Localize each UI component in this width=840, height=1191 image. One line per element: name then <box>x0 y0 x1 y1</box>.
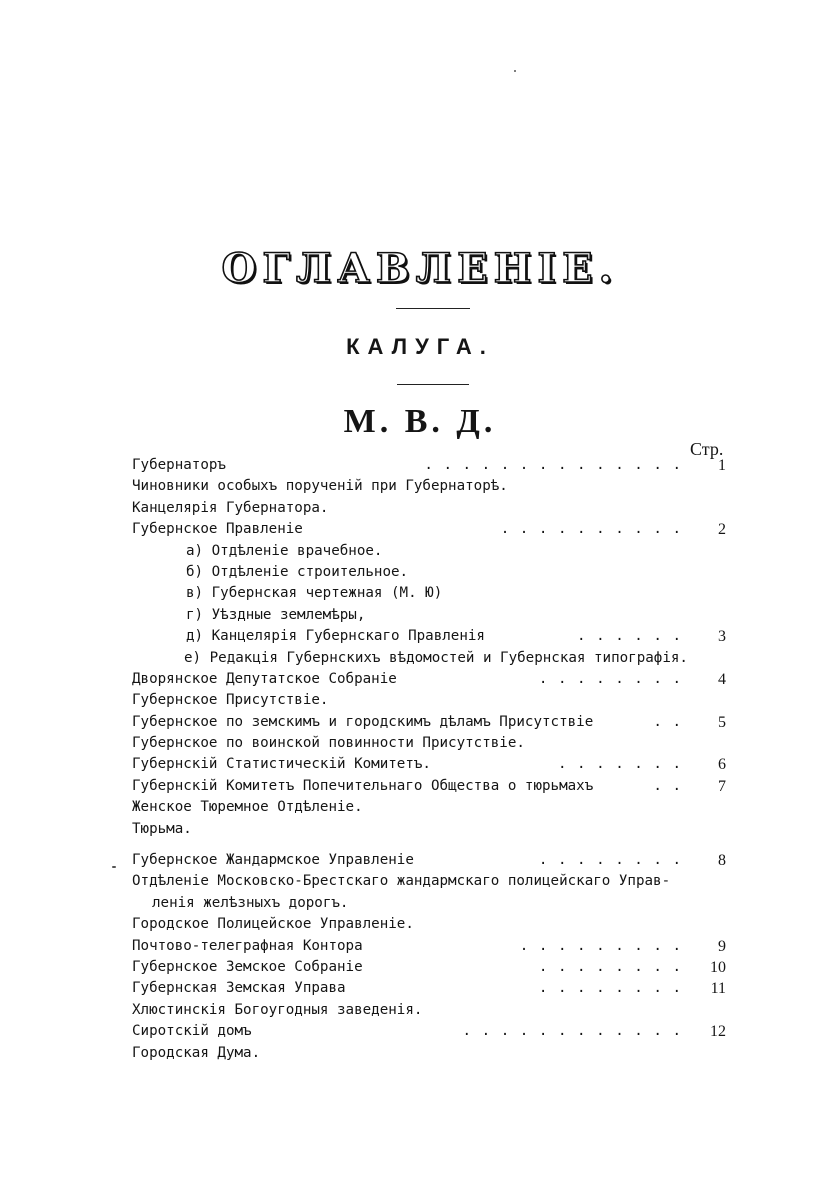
toc-leader-dots: . . <box>653 777 682 794</box>
toc-leader-dots: . . . . . . . . <box>538 980 682 997</box>
toc-entry-title: Хлюстинскія Богоугодныя заведенія. <box>132 1002 426 1018</box>
toc-entry-title: Почтово-телеграфная Контора <box>132 938 367 954</box>
toc-entry-title: Губернаторъ <box>132 457 230 473</box>
toc-entry <box>132 519 732 540</box>
toc-entry-title: Городская Дума. <box>132 1045 264 1061</box>
toc-entry-title: Губернскій Статистическій Комитетъ. <box>132 756 435 772</box>
toc-entry <box>132 712 732 733</box>
paper-speck <box>514 70 516 72</box>
page-title: ОГЛАВЛЕНІЕ. <box>221 245 619 292</box>
toc-entry-title: г) Уѣздные землемѣры, <box>186 607 369 623</box>
toc-entry <box>132 476 732 497</box>
ministry-heading: М. В. Д. <box>343 403 497 440</box>
toc-page-number: 10 <box>710 958 726 976</box>
toc-entry-title: Городское Полицейское Управленіе. <box>132 916 418 932</box>
toc-entry <box>132 957 732 978</box>
toc-page-number: 12 <box>710 1023 726 1041</box>
toc-page-number: 3 <box>718 628 726 646</box>
toc-page-number: 9 <box>718 937 726 955</box>
toc-leader-dots: . . . . . . . . . . . . <box>462 1023 682 1040</box>
toc-leader-dots: . . . . . . . . . . . . . . <box>424 457 682 473</box>
toc-entry-title: ленія желѣзныхъ дорогъ. <box>152 895 352 911</box>
toc-page-number: 4 <box>718 670 726 688</box>
toc-entry <box>132 871 732 892</box>
toc-entry-title: Женское Тюремное Отдѣленіе. <box>132 799 367 815</box>
toc-entry <box>132 754 732 775</box>
toc-page-number: 5 <box>718 713 726 731</box>
toc-entry-title: Сиротскій домъ <box>132 1023 256 1039</box>
toc-entry <box>132 797 732 818</box>
toc-entry-title: б) Отдѣленіе строительное. <box>186 564 412 580</box>
toc-entry <box>132 455 732 476</box>
toc-entry <box>132 498 732 519</box>
toc-entry <box>132 819 732 840</box>
toc-entry <box>132 914 732 935</box>
toc-leader-dots: . . <box>653 713 682 730</box>
toc-subentry <box>132 605 732 626</box>
toc-page-number: 7 <box>718 777 726 795</box>
toc-entry <box>132 776 732 797</box>
toc-subentry <box>132 562 732 583</box>
toc-entry-title: д) Канцелярія Губернскаго Правленія <box>186 628 489 644</box>
toc-entry <box>132 1043 732 1064</box>
toc-entry-title: Губернское Правленіе <box>132 521 307 537</box>
page-column-header: Стр. <box>690 439 724 459</box>
toc-entry-continuation <box>132 893 732 914</box>
toc-subentry <box>132 648 732 669</box>
toc-leader-dots: . . . . . . . . <box>538 852 682 869</box>
table-of-contents <box>132 455 732 1064</box>
toc-entry-title: Тюрьма. <box>132 821 196 837</box>
toc-entry <box>132 1000 732 1021</box>
toc-entry-title: в) Губернская чертежная (М. Ю) <box>186 585 446 601</box>
toc-page-number: 6 <box>718 756 726 774</box>
toc-page-number: 2 <box>718 521 726 539</box>
city-heading: КАЛУГА. <box>346 334 494 359</box>
toc-leader-dots: . . . . . . . . . <box>519 937 682 954</box>
toc-entry-title: Губернское Жандармское Управленіе <box>132 852 418 868</box>
toc-leader-dots: . . . . . . <box>577 628 682 645</box>
toc-entry-title: е) Редакція Губернскихъ вѣдомостей и Губернская типографія. <box>184 650 692 666</box>
toc-entry <box>132 978 732 999</box>
toc-entry <box>132 850 732 871</box>
toc-page-number: 8 <box>718 852 726 870</box>
toc-leader-dots: . . . . . . . . <box>538 958 682 975</box>
toc-entry <box>132 733 732 754</box>
toc-entry-title: Губернское Присутствіе. <box>132 692 332 708</box>
toc-leader-dots: . . . . . . . . . . <box>500 521 682 538</box>
toc-entry-title: Губернскій Комитетъ Попечительнаго Общества о тюрьмахъ <box>132 778 597 794</box>
toc-entry-title: Канцелярія Губернатора. <box>132 500 332 516</box>
city-divider <box>397 384 469 385</box>
toc-leader-dots: . . . . . . . <box>557 756 682 773</box>
toc-entry-title: а) Отдѣленіе врачебное. <box>186 543 386 559</box>
toc-entry <box>132 1021 732 1042</box>
toc-entry-title: Дворянское Депутатское Собраніе <box>132 671 401 687</box>
paper-speck <box>112 866 116 868</box>
toc-entry-title: Отдѣленіе Московско-Брестскаго жандармскаго полицейскаго Управ- <box>132 873 674 889</box>
toc-entry <box>132 690 732 711</box>
title-divider <box>396 308 470 309</box>
toc-entry-title: Губернское по земскимъ и городскимъ дѣламъ Присутствіе <box>132 714 597 730</box>
toc-entry-title: Губернская Земская Управа <box>132 980 350 996</box>
toc-subentry <box>132 583 732 604</box>
toc-entry-title: Чиновники особыхъ порученій при Губернаторѣ. <box>132 478 512 494</box>
toc-entry <box>132 936 732 957</box>
toc-subentry <box>132 541 732 562</box>
toc-page-number: 11 <box>710 980 726 998</box>
toc-entry <box>132 669 732 690</box>
toc-entry-title: Губернское по воинской повинности Присутствіе. <box>132 735 529 751</box>
toc-entry-title: Губернское Земское Собраніе <box>132 959 367 975</box>
toc-page-number: 1 <box>718 457 726 474</box>
toc-subentry <box>132 626 732 647</box>
toc-leader-dots: . . . . . . . . <box>538 670 682 687</box>
